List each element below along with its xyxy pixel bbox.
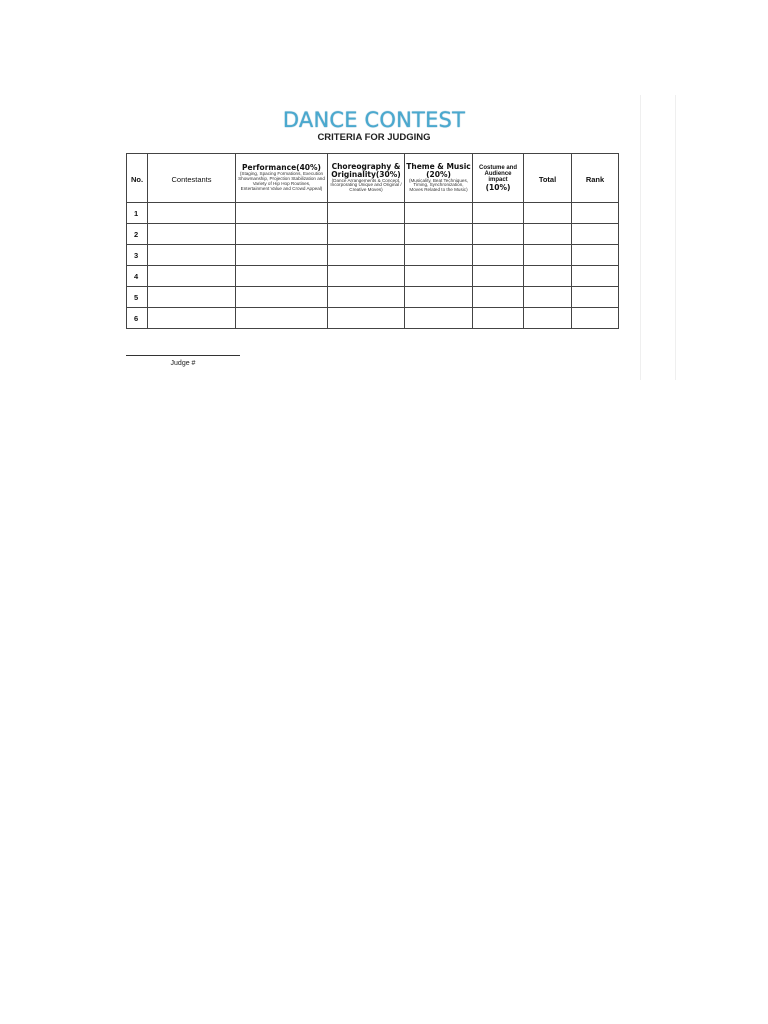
theme-music-cell[interactable] — [405, 203, 473, 224]
table-body — [127, 203, 619, 329]
costume-cell[interactable] — [473, 308, 524, 329]
theme-music-cell[interactable] — [405, 245, 473, 266]
costume-cell[interactable] — [473, 203, 524, 224]
performance-cell[interactable] — [236, 308, 328, 329]
row-number: 5 — [127, 287, 148, 308]
choreography-cell[interactable] — [328, 245, 405, 266]
contestant-cell[interactable] — [148, 245, 236, 266]
theme-music-cell[interactable] — [405, 308, 473, 329]
performance-cell[interactable] — [236, 224, 328, 245]
table-row — [127, 287, 619, 308]
theme-music-cell[interactable] — [405, 287, 473, 308]
table-row — [127, 224, 619, 245]
rank-cell[interactable] — [572, 203, 619, 224]
costume-cell[interactable] — [473, 266, 524, 287]
row-number: 6 — [127, 308, 148, 329]
performance-cell[interactable] — [236, 203, 328, 224]
performance-cell[interactable] — [236, 245, 328, 266]
header-costume: Costume and Audience impact (10%) — [473, 154, 524, 203]
rank-cell[interactable] — [572, 266, 619, 287]
header-rank: Rank — [572, 154, 619, 203]
header-performance: Performance(40%) (Staging, Spacing Formations, Execution Showmanship, Projection Stabilization and Variety of Hip Hop Routines, Entertainment Value and Crowd Appeal) — [236, 154, 328, 203]
header-contestants: Contestants — [148, 154, 236, 203]
total-cell[interactable] — [524, 266, 572, 287]
table-row — [127, 245, 619, 266]
total-cell[interactable] — [524, 245, 572, 266]
rank-cell[interactable] — [572, 308, 619, 329]
rank-cell[interactable] — [572, 287, 619, 308]
row-number: 1 — [127, 203, 148, 224]
total-cell[interactable] — [524, 287, 572, 308]
contestant-cell[interactable] — [148, 287, 236, 308]
contestant-cell[interactable] — [148, 266, 236, 287]
row-number: 2 — [127, 224, 148, 245]
table-row — [127, 203, 619, 224]
signature-label: Judge # — [170, 360, 196, 367]
header-no: No. — [127, 154, 148, 203]
performance-cell[interactable] — [236, 266, 328, 287]
costume-cell[interactable] — [473, 224, 524, 245]
total-cell[interactable] — [524, 308, 572, 329]
theme-music-cell[interactable] — [405, 224, 473, 245]
row-number: 4 — [127, 266, 148, 287]
document-subtitle: CRITERIA FOR JUDGING — [317, 132, 431, 143]
rank-cell[interactable] — [572, 224, 619, 245]
header-choreography: Choreography & Originality(30%) (Dance Arrangements & Concept, Incorporating Unique and Original / Creative Moves) — [328, 154, 405, 203]
contestant-cell[interactable] — [148, 203, 236, 224]
total-cell[interactable] — [524, 203, 572, 224]
costume-cell[interactable] — [473, 287, 524, 308]
choreography-cell[interactable] — [328, 266, 405, 287]
signature-line — [126, 355, 240, 356]
header-theme-music: Theme & Music (20%) (Musicality, Beat Techniques, Timing, Synchronization, Moves Related to the Music) — [405, 154, 473, 203]
row-number: 3 — [127, 245, 148, 266]
choreography-cell[interactable] — [328, 203, 405, 224]
total-cell[interactable] — [524, 224, 572, 245]
contestant-cell[interactable] — [148, 308, 236, 329]
contestant-cell[interactable] — [148, 224, 236, 245]
rank-cell[interactable] — [572, 245, 619, 266]
theme-music-cell[interactable] — [405, 266, 473, 287]
costume-cell[interactable] — [473, 245, 524, 266]
performance-cell[interactable] — [236, 287, 328, 308]
table-header-row — [127, 154, 619, 203]
choreography-cell[interactable] — [328, 308, 405, 329]
document-title: DANCE CONTEST — [282, 108, 466, 132]
table-row — [127, 308, 619, 329]
header-total: Total — [524, 154, 572, 203]
judging-table — [126, 153, 619, 329]
choreography-cell[interactable] — [328, 287, 405, 308]
choreography-cell[interactable] — [328, 224, 405, 245]
table-row — [127, 266, 619, 287]
